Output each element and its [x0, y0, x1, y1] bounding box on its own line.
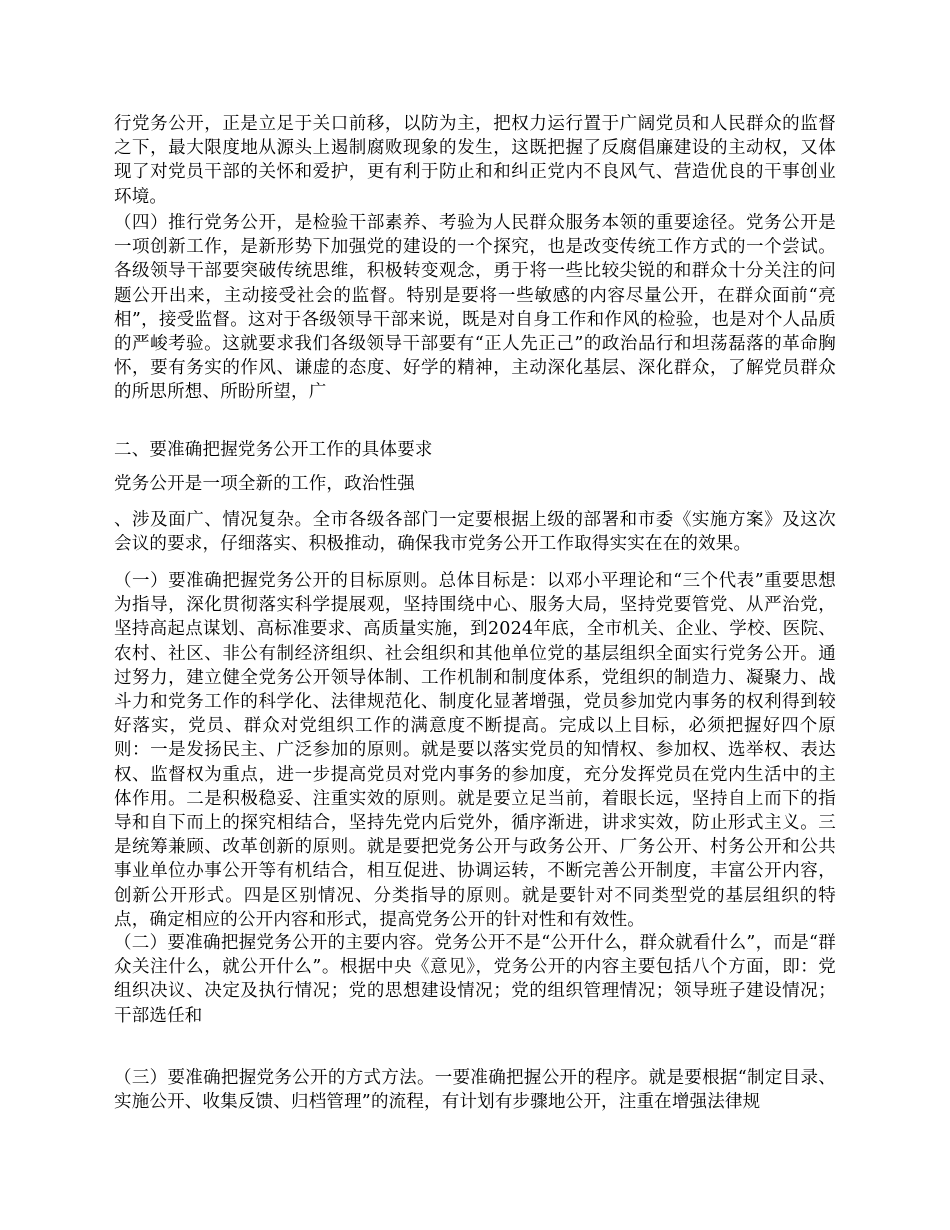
paragraph-intro-continued: 、涉及面广、情况复杂。全市各级各部门一定要根据上级的部署和市委《实施方案》及这次会议的要求，仔细落实、积极推动，确保我市党务公开工作取得实实在在的效果。: [114, 510, 836, 555]
paragraph-intro: 党务公开是一项全新的工作，政治性强: [114, 474, 415, 494]
paragraph-section-four: （四）推行党务公开，是检验干部素养、考验为人民群众服务本领的重要途径。党务公开是一项创新工作，是新形势下加强党的建设的一个探究，也是改变传统工作方式的一个尝试。各级领导干部要突破传统思维，积极转变观念，勇于将一些比较尖锐的和群众十分关注的问题公开出来，主动接受社会的监督。特别是要将一些敏感的内容尽量公开，在群众面前“亮相”，接受监督。这对于各级领导干部来说，既是对自身工作和作风的检验，也是对个人品质的严峻考验。这就要求我们各级领导干部要有“正人先正己”的政治品行和坦荡磊落的革命胸怀，要有务实的作风、谦虚的态度、好学的精神，主动深化基层、深化群众，了解党员群众的所思所想、所盼所望，广: [114, 213, 836, 403]
section-heading: 二、要准确把握党务公开工作的具体要求: [114, 440, 433, 460]
paragraph-item-three: （三）要准确把握党务公开的方式方法。一要准确把握公开的程序。就是要根据“制定目录、实施公开、收集反馈、归档管理”的流程，有计划有步骤地公开，注重在增强法律规: [114, 1068, 836, 1113]
paragraph-item-one: （一）要准确把握党务公开的目标原则。总体目标是：以邓小平理论和“三个代表”重要思想为指导，深化贯彻落实科学提展观，坚持围绕中心、服务大局，坚持党要管党、从严治党，坚持高起点谋划、高标准要求、高质量实施，到2024年底，全市机关、企业、学校、医院、农村、社区、非公有制经济组织、社会组织和其他单位党的基层组织全面实行党务公开。通过努力，建立健全党务公开领导体制、工作机制和制度体系，党组织的制造力、凝聚力、战斗力和党务工作的科学化、法律规范化、制度化显著增强，党员参加党内事务的权利得到较好落实，党员、群众对党组织工作的满意度不断提高。完成以上目标，必须把握好四个原则：一是发扬民主、广泛参加的原则。就是要以落实党员的知情权、参加权、选举权、表达权、监督权为重点，进一步提高党员对党内事务的参加度，充分发挥党员在党内生活中的主体作用。二是积极稳妥、注重实效的原则。就是要立足当前，着眼长远，坚持自上而下的指导和自下而上的探究相结合，坚持先党内后党外，循序渐进，讲求实效，防止形式主义。三是统筹兼顾、改革创新的原则。就是要把党务公开与政务公开、厂务公开、村务公开和公共事业单位办事公开等有机结合，相互促进、协调运转，不断完善公开制度，丰富公开内容，创新公开形式。四是区别情况、分类指导的原则。就是要针对不同类型党的基层组织的特点，确定相应的公开内容和形式，提高党务公开的针对性和有效性。: [114, 571, 836, 930]
paragraph-continuation: 行党务公开，正是立足于关口前移，以防为主，把权力运行置于广阔党员和人民群众的监督之下，最大限度地从源头上遏制腐败现象的发生，这既把握了反腐倡廉建设的主动权，又体现了对党员干部的关怀和爱护，更有利于防止和和纠正党内不良风气、营造优良的干事创业环境。: [114, 114, 836, 207]
paragraph-item-two: （二）要准确把握党务公开的主要内容。党务公开不是“公开什么，群众就看什么”，而是“群众关注什么，就公开什么”。根据中央《意见》，党务公开的内容主要包括八个方面，即：党组织决议、决定及执行情况；党的思想建设情况；党的组织管理情况；领导班子建设情况；干部选任和: [114, 933, 836, 1026]
